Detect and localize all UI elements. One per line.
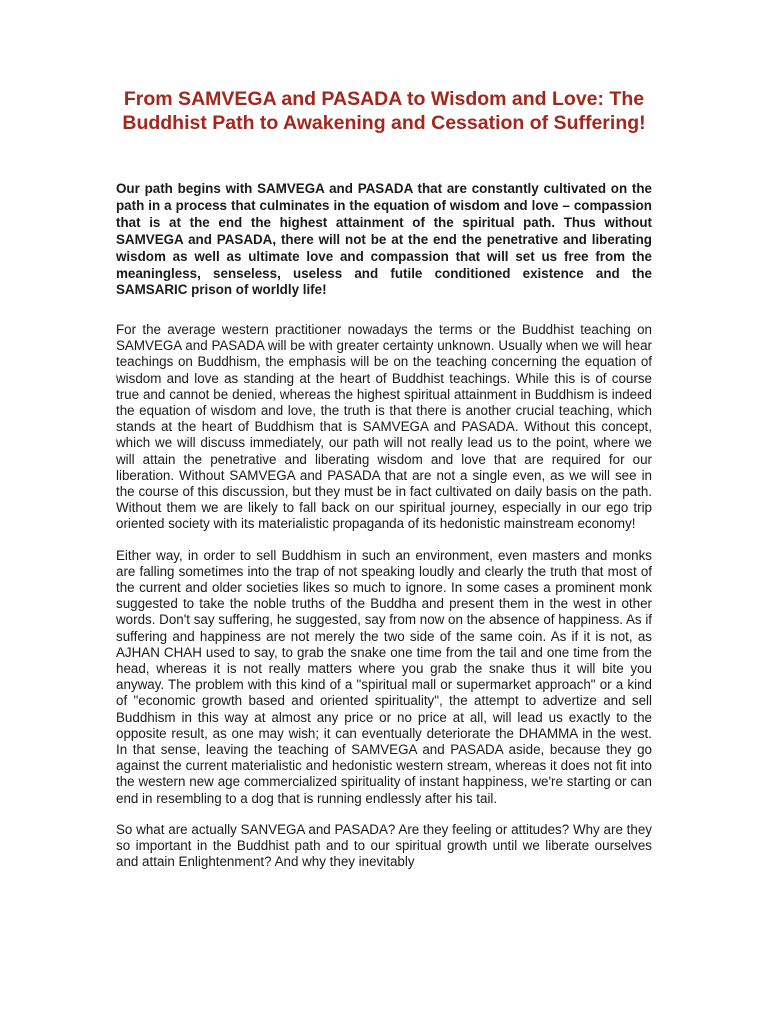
body-text — [116, 322, 652, 886]
intro-paragraph: Our path begins with SAMVEGA and PASADA that are constantly cultivated on the path in a process that culminates in the equation of wisdom and love – compassion that is at the end the highest attainment of the spiritual path. Thus without SAMVEGA and PASADA, there will not be at the end the penetrative and liberating wisdom as well as ultimate love and compassion that will set us free from the meaningless, senseless, useless and futile conditioned existence and the SAMSARIC prison of worldly life! — [116, 181, 652, 298]
body-paragraph-3: So what are actually SANVEGA and PASADA? Are they feeling or attitudes? Why are they so important in the Buddhist path and to our spiritual growth until we liberate ourselves and attain Enlightenment? And why they inevitably — [116, 821, 652, 870]
body-paragraph-2: Either way, in order to sell Buddhism in such an environment, even masters and monks are falling sometimes into the trap of not speaking loudly and clearly the truth that most of the current and older societies likes so much to ignore. In some cases a prominent monk suggested to take the noble truths of the Buddha and present them in the west in other words. Don't say suffering, he suggested, say from now on the absence of happiness. As if suffering and happiness are not merely the two side of the same coin. As if it is not, as AJHAN CHAH used to say, to grab the snake one time from the tail and one time from the head, whereas it is not really matters where you grab the snake thus it will bite you anyway. The problem with this kind of a "spiritual mall or supermarket approach" or a kind of "economic growth based and oriented spirituality", the attempt to advertize and sell Buddhism in this way at almost any price or no price at all, will lead us exactly to the opposite result, as one may wish; it can eventually deteriorate the DHAMMA in the west. In that sense, leaving the teaching of SAMVEGA and PASADA aside, because they go against the current materialistic and hedonistic western stream, whereas it does not fit into the western new age commercialized spirituality of instant happiness, we're starting or can end in resembling to a dog that is running endlessly after his tail. — [116, 547, 653, 806]
document-title: From SAMVEGA and PASADA to Wisdom and Love: The Buddhist Path to Awakening and Cessation of Suffering! — [122, 88, 646, 134]
body-paragraph-1: For the average western practitioner nowadays the terms or the Buddhist teaching on SAMVEGA and PASADA will be with greater certainty unknown. Usually when we will hear teachings on Buddhism, the emphasis will be on the teaching concerning the equation of wisdom and love as standing at the heart of Buddhist teachings. While this is of course true and cannot be denied, whereas the highest spiritual attainment in Buddhism is indeed the equation of wisdom and love, the truth is that there is another crucial teaching, which stands at the heart of Buddhism that is SAMVEGA and PASADA. Without this concept, which we will discuss immediately, our path will not really lead us to the point, where we will attain the penetrative and liberating wisdom and love that are required for our liberation. Without SAMVEGA and PASADA that are not a single even, as we will see in the course of this discussion, but they must be in fact cultivated on daily basis on the path. Without them we are likely to fall back on our spiritual journey, especially in our ego trip oriented society with its materialistic propaganda of its hedonistic mainstream economy! — [116, 322, 652, 532]
